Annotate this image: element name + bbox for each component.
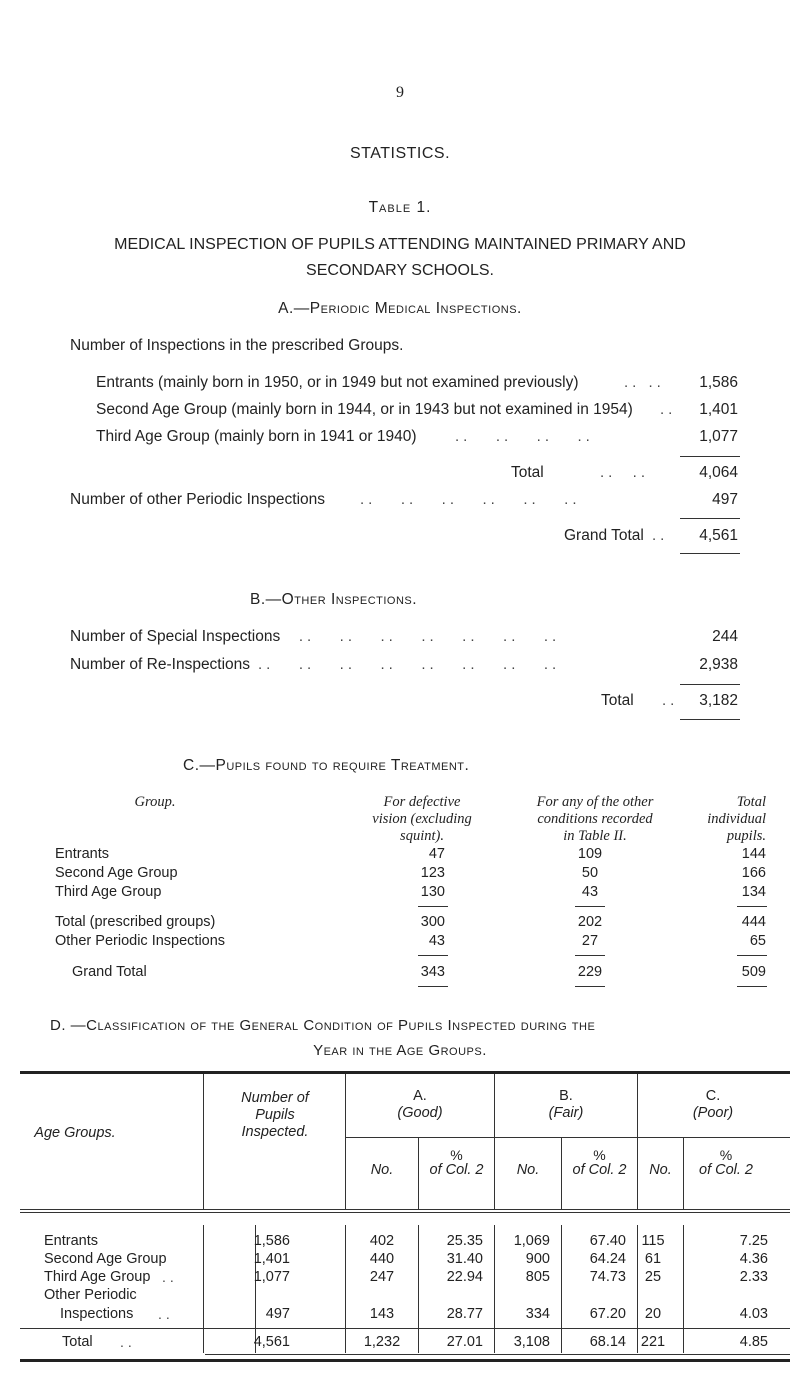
sum-rule: [575, 986, 605, 987]
table-label: Table 1.: [368, 199, 432, 216]
section-c-row-total: 509: [741, 964, 766, 980]
sum-rule: [575, 906, 605, 907]
leader-dots: .. .. .. .. .. ..: [360, 491, 581, 508]
sum-rule: [418, 986, 448, 987]
section-d-col-b-name: (Fair): [548, 1105, 584, 1121]
section-d-row-c-no: 61: [644, 1251, 662, 1267]
section-d-row-number: 1,401: [253, 1251, 290, 1267]
section-c-row-total: 166: [741, 865, 766, 881]
sum-rule: [680, 719, 740, 720]
leader-dots: ..: [162, 1269, 178, 1285]
section-d-row-c-no: 20: [644, 1306, 662, 1322]
section-d-a-pct-sign: %: [450, 1147, 463, 1163]
section-c-col-defective: [352, 794, 492, 845]
section-d-total-label: Total: [62, 1334, 93, 1350]
leader-dots: ..: [120, 1334, 136, 1350]
section-d-row-group: Entrants: [44, 1233, 98, 1249]
section-c-row-defective: 43: [428, 933, 445, 949]
section-d-row-b-pct: 67.40: [589, 1233, 626, 1249]
leader-dots: ..: [158, 1306, 174, 1322]
column-divider: [203, 1074, 204, 1209]
section-d-row-group: Inspections: [60, 1306, 134, 1322]
header-line: squint).: [400, 828, 444, 844]
sum-rule: [418, 906, 448, 907]
header-bottom-rule: [20, 1209, 790, 1210]
header-bottom-rule: [20, 1212, 790, 1213]
section-d-b-no-header: No.: [516, 1162, 540, 1178]
table-bottom-rule: [20, 1359, 790, 1362]
section-c-col-other: [510, 794, 680, 845]
section-a-row-label: Third Age Group (mainly born in 1941 or 1940): [96, 428, 417, 445]
section-d-heading-line1: D. —Classification of the General Condition of Pupils Inspected during the: [50, 1017, 596, 1034]
section-c-row-group: Entrants: [55, 846, 109, 862]
section-d-row-number: 497: [265, 1306, 290, 1322]
sum-rule: [680, 456, 740, 457]
sum-rule: [737, 906, 767, 907]
section-a-other-label: Number of other Periodic Inspections: [70, 491, 326, 508]
section-d-row-b-pct: 67.20: [589, 1306, 626, 1322]
section-d-row-c-pct: 2.33: [739, 1269, 768, 1285]
section-c-row-defective: 123: [420, 865, 445, 881]
section-d-col-a-name: (Good): [397, 1105, 443, 1121]
section-d-row-b-no: 1,069: [513, 1233, 550, 1249]
section-d-c-pct-header: of Col. 2: [699, 1162, 753, 1178]
section-d-col-number: [205, 1090, 345, 1141]
section-d-a-pct-header: of Col. 2: [429, 1162, 484, 1178]
section-a-row-value: 1,401: [699, 401, 738, 418]
section-b-row-label: Number of Re-Inspections: [70, 656, 251, 673]
section-d-row-b-no: 334: [525, 1306, 550, 1322]
section-d-total-b-pct: 68.14: [589, 1334, 626, 1350]
section-d-row-c-no: 25: [644, 1269, 662, 1285]
section-c-row-other: 27: [581, 933, 599, 949]
section-d-row-c-pct: 7.25: [739, 1233, 768, 1249]
section-d-total-a-pct: 27.01: [446, 1334, 483, 1350]
section-a-grand-total-label: Grand Total: [564, 527, 644, 544]
section-d-total-c-no: 221: [640, 1334, 666, 1350]
sum-rule: [680, 518, 740, 519]
section-c-row-group: Other Periodic Inspections: [55, 933, 226, 949]
section-d-col-b-letter: B.: [559, 1088, 573, 1104]
section-d-col-c-letter: C.: [705, 1088, 721, 1104]
page-number: 9: [396, 84, 404, 101]
section-c-row-group: Total (prescribed groups): [55, 914, 216, 930]
leader-dots: .. ..: [624, 374, 665, 391]
section-d-a-no-header: No.: [370, 1162, 394, 1178]
section-c-row-defective: 300: [420, 914, 445, 930]
section-d-row-b-no: 805: [525, 1269, 550, 1285]
sum-rule: [680, 684, 740, 685]
section-d-col-c-name: (Poor): [692, 1105, 734, 1121]
section-d-c-no-header: No.: [649, 1162, 672, 1178]
section-d-row-c-pct: 4.36: [739, 1251, 768, 1267]
leader-dots: ..: [662, 692, 679, 709]
leader-dots: .. ..: [600, 464, 650, 481]
section-a-other-value: 497: [712, 491, 738, 508]
section-a-total-value: 4,064: [699, 464, 738, 481]
section-c-heading: C.—Pupils found to require Treatment.: [183, 757, 470, 774]
section-d-row-a-pct: 22.94: [446, 1269, 483, 1285]
section-b-heading: B.—Other Inspections.: [250, 591, 418, 608]
subheader-rule: [346, 1137, 790, 1138]
header-line: pupils.: [726, 828, 766, 844]
section-c-row-other: 109: [577, 846, 603, 862]
leader-dots: ..: [652, 527, 669, 544]
header-line: Total: [736, 794, 766, 810]
section-d-heading-line2: Year in the Age Groups.: [313, 1042, 487, 1059]
section-c-row-other: 43: [581, 884, 599, 900]
header-line: Number of: [241, 1090, 309, 1106]
sum-rule: [575, 955, 605, 956]
section-d-row-a-pct: 28.77: [446, 1306, 483, 1322]
total-top-rule: [20, 1328, 790, 1329]
header-line: in Table II.: [563, 828, 627, 844]
section-b-row-value: 2,938: [699, 656, 738, 673]
section-d-b-pct-header: of Col. 2: [572, 1162, 627, 1178]
section-d-row-c-pct: 4.03: [739, 1306, 768, 1322]
section-a-grand-total-value: 4,561: [699, 527, 738, 544]
section-c-row-total: 134: [741, 884, 766, 900]
column-divider: [203, 1225, 204, 1353]
section-d-c-pct-sign: %: [719, 1147, 733, 1163]
leader-dots: .. .. .. ..: [455, 428, 594, 445]
section-c-row-total: 144: [741, 846, 766, 862]
section-d-row-b-no: 900: [525, 1251, 550, 1267]
sum-rule: [737, 986, 767, 987]
header-line: vision (excluding: [372, 811, 472, 827]
total-bottom-rule: [205, 1354, 790, 1355]
section-d-row-b-pct: 64.24: [589, 1251, 626, 1267]
header-line: Inspected.: [241, 1124, 309, 1140]
section-d-col-age-groups: Age Groups.: [34, 1125, 116, 1141]
section-c-row-total: 65: [749, 933, 766, 949]
section-d-row-a-no: 402: [369, 1233, 395, 1249]
section-d-row-number: 1,586: [253, 1233, 290, 1249]
section-d-total-b-no: 3,108: [513, 1334, 550, 1350]
section-d-total-a-no: 1,232: [363, 1334, 401, 1350]
section-d-total-c-pct: 4.85: [739, 1334, 768, 1350]
header-line: For defective: [383, 794, 461, 810]
section-d-row-group: Third Age Group: [44, 1269, 151, 1285]
section-d-row-c-no: 115: [641, 1233, 665, 1249]
section-a-row-value: 1,586: [699, 374, 738, 391]
leader-dots: ..: [660, 401, 677, 418]
section-c-row-defective: 130: [420, 884, 445, 900]
header-line: Pupils: [255, 1107, 295, 1123]
section-c-row-total: 444: [741, 914, 766, 930]
section-a-row-label: Second Age Group (mainly born in 1944, or in 1943 but not examined in 1954): [96, 401, 633, 418]
section-d-row-a-no: 247: [369, 1269, 395, 1285]
section-d-row-a-no: 440: [369, 1251, 395, 1267]
section-a-total-label: Total: [511, 464, 544, 481]
sum-rule: [680, 553, 740, 554]
header-line: individual: [707, 811, 766, 827]
section-c-col-total: [686, 794, 766, 845]
sum-rule: [418, 955, 448, 956]
section-a-row-value: 1,077: [699, 428, 738, 445]
section-a-heading: A.—Periodic Medical Inspections.: [278, 300, 522, 317]
section-a-intro: Number of Inspections in the prescribed Groups.: [70, 337, 404, 354]
section-c-col-group: Group.: [134, 794, 176, 810]
table-top-rule: [20, 1071, 790, 1074]
header-line: conditions recorded: [537, 811, 653, 827]
section-d-row-group: Second Age Group: [44, 1251, 167, 1267]
section-c-row-group: Second Age Group: [55, 865, 178, 881]
section-c-row-other: 229: [577, 964, 603, 980]
section-d-row-b-pct: 74.73: [589, 1269, 626, 1285]
header-line: For any of the other: [536, 794, 654, 810]
leader-dots: .. .. .. .. .. .. .. ..: [258, 628, 561, 645]
sum-rule: [737, 955, 767, 956]
section-d-row-group-line1: Other Periodic: [44, 1287, 137, 1303]
section-b-total-value: 3,182: [699, 692, 738, 709]
leader-dots: .. .. .. .. .. .. .. ..: [258, 656, 561, 673]
section-d-row-a-no: 143: [369, 1306, 395, 1322]
section-b-row-label: Number of Special Inspections: [70, 628, 281, 645]
section-c-row-group: Third Age Group: [55, 884, 162, 900]
section-b-total-label: Total: [601, 692, 634, 709]
main-heading-line2: SECONDARY SCHOOLS.: [306, 262, 494, 279]
section-c-row-defective: 343: [420, 964, 445, 980]
section-b-row-value: 244: [712, 628, 738, 645]
section-c-row-group: Grand Total: [72, 964, 147, 980]
section-c-row-other: 202: [577, 914, 603, 930]
section-d-total-number: 4,561: [253, 1334, 290, 1350]
section-d-row-number: 1,077: [253, 1269, 290, 1285]
section-c-row-defective: 47: [428, 846, 445, 862]
section-d-row-a-pct: 31.40: [446, 1251, 483, 1267]
page-title: STATISTICS.: [349, 145, 451, 162]
section-c-row-other: 50: [581, 865, 599, 881]
section-d-row-a-pct: 25.35: [446, 1233, 483, 1249]
section-d-col-a-letter: A.: [413, 1088, 427, 1104]
section-a-row-label: Entrants (mainly born in 1950, or in 1949 but not examined previously): [96, 374, 579, 391]
section-d-b-pct-sign: %: [593, 1147, 606, 1163]
main-heading-line1: MEDICAL INSPECTION OF PUPILS ATTENDING MAINTAINED PRIMARY AND: [114, 236, 686, 253]
